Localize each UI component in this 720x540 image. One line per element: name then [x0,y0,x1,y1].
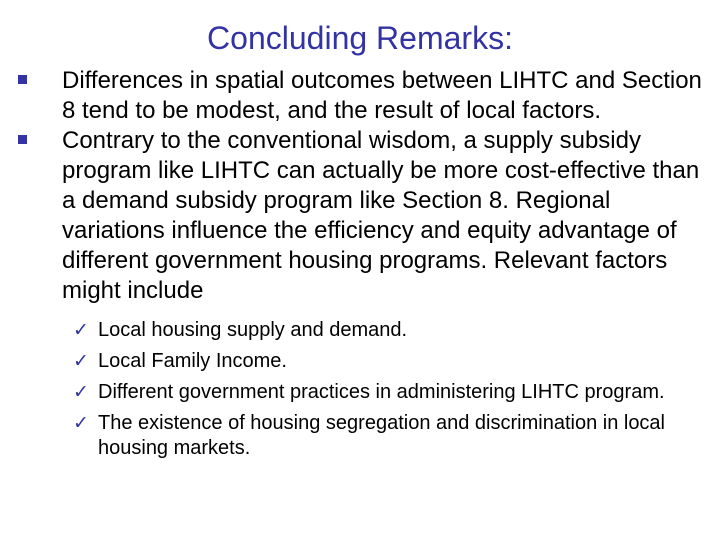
sub-bullet-list [62,318,702,461]
sub-bullet-item [73,411,702,461]
slide-title: Concluding Remarks: [207,20,513,56]
checkmark-icon: ✓ [73,319,89,341]
bullet-text: Contrary to the conventional wisdom, a supply subsidy program like LIHTC can actually be more cost-effective than a demand subsidy program like Section 8. Regional variations influence the efficiency and equity advantage of different government housing programs. Relevant factors might include [62,127,700,304]
checkmark-icon: ✓ [73,381,89,403]
square-bullet-icon [18,135,27,144]
bullet-list [62,66,702,467]
sub-bullet-item [73,380,702,405]
sub-bullet-text: Local Family Income. [98,350,287,372]
sub-bullet-text: Different government practices in administering LIHTC program. [98,381,665,403]
bullet-item [62,66,702,126]
checkmark-icon: ✓ [73,350,89,372]
sub-bullet-text: Local housing supply and demand. [98,319,408,341]
bullet-item [62,126,702,461]
bullet-text: Differences in spatial outcomes between LIHTC and Section 8 tend to be modest, and the result of local factors. [62,67,702,124]
sub-bullet-text: The existence of housing segregation and discrimination in local housing markets. [98,412,666,459]
sub-bullet-item [73,318,702,343]
square-bullet-icon [18,75,27,84]
sub-bullet-item [73,349,702,374]
checkmark-icon: ✓ [73,412,89,434]
